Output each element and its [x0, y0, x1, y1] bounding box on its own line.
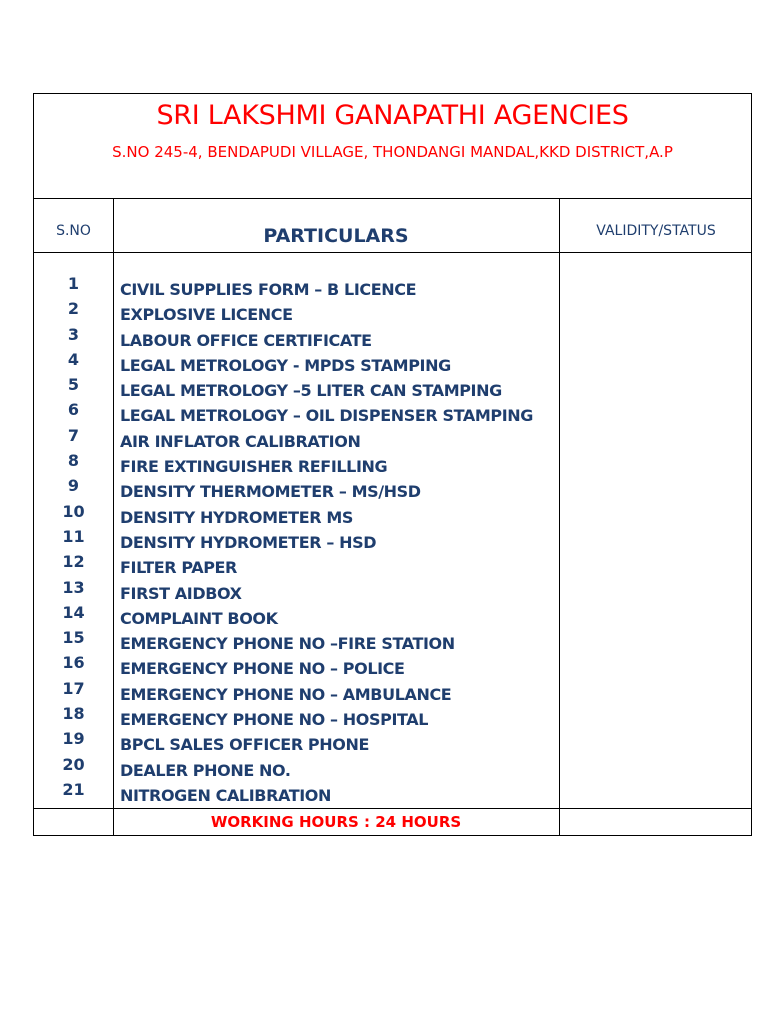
row-particular: EXPLOSIVE LICENCE: [120, 305, 293, 325]
row-sno: 10: [62, 501, 85, 521]
row-sno: 4: [67, 349, 80, 369]
validity-column-divider: [559, 198, 560, 835]
document-table: [33, 93, 752, 836]
sno-column-divider: [113, 198, 114, 835]
row-particular: EMERGENCY PHONE NO – AMBULANCE: [120, 684, 452, 704]
row-sno: 5: [67, 375, 80, 395]
row-particular: CIVIL SUPPLIES FORM – B LICENCE: [120, 280, 417, 299]
row-particular: NITROGEN CALIBRATION: [120, 785, 331, 805]
column-header-sno: S.NO: [56, 223, 91, 239]
column-header-divider: [34, 252, 751, 253]
row-particular: LEGAL METROLOGY –5 LITER CAN STAMPING: [120, 381, 502, 401]
row-sno: 8: [67, 451, 80, 471]
row-particular: FIRE EXTINGUISHER REFILLING: [120, 457, 388, 477]
header-divider: [34, 198, 751, 199]
row-sno: 14: [62, 602, 85, 622]
particulars-list: [120, 280, 556, 811]
row-sno: 7: [67, 425, 80, 445]
row-sno: 17: [62, 678, 85, 698]
row-sno: 15: [62, 628, 85, 648]
row-particular: LABOUR OFFICE CERTIFICATE: [120, 330, 372, 350]
row-particular: AIR INFLATOR CALIBRATION: [120, 431, 361, 451]
row-particular: BPCL SALES OFFICER PHONE: [120, 735, 369, 755]
row-sno: 19: [62, 729, 85, 749]
row-particular: LEGAL METROLOGY - MPDS STAMPING: [120, 355, 451, 375]
company-title: SRI LAKSHMI GANAPATHI AGENCIES: [156, 100, 629, 131]
row-sno: 13: [62, 577, 85, 597]
column-header-validity: VALIDITY/STATUS: [596, 223, 716, 239]
row-particular: EMERGENCY PHONE NO –FIRE STATION: [120, 634, 455, 654]
row-particular: DENSITY THERMOMETER – MS/HSD: [120, 482, 421, 502]
row-particular: FILTER PAPER: [120, 558, 237, 578]
row-sno: 3: [67, 324, 80, 344]
row-particular: DENSITY HYDROMETER – HSD: [120, 532, 377, 552]
row-sno: 1: [67, 274, 80, 293]
row-sno: 20: [62, 754, 85, 774]
row-sno: 9: [67, 476, 80, 496]
row-sno: 12: [62, 552, 85, 572]
row-particular: FIRST AIDBOX: [120, 583, 242, 603]
row-sno: 11: [62, 526, 85, 546]
row-sno: 2: [67, 299, 80, 319]
company-address: S.NO 245-4, BENDAPUDI VILLAGE, THONDANGI MANDAL,KKD DISTRICT,A.P: [112, 143, 673, 161]
row-sno: 6: [67, 400, 80, 420]
working-hours: WORKING HOURS : 24 HOURS: [210, 813, 462, 831]
row-particular: LEGAL METROLOGY – OIL DISPENSER STAMPING: [120, 406, 534, 426]
row-particular: DEALER PHONE NO.: [120, 760, 291, 780]
row-particular: EMERGENCY PHONE NO – HOSPITAL: [120, 710, 429, 730]
column-header-particulars: PARTICULARS: [263, 225, 409, 247]
row-sno: 21: [62, 779, 85, 799]
row-particular: EMERGENCY PHONE NO – POLICE: [120, 659, 405, 679]
row-particular: COMPLAINT BOOK: [120, 608, 278, 628]
row-sno: 18: [62, 704, 85, 724]
row-sno: 16: [62, 653, 85, 673]
sno-list: [34, 274, 113, 805]
row-particular: DENSITY HYDROMETER MS: [120, 507, 353, 527]
